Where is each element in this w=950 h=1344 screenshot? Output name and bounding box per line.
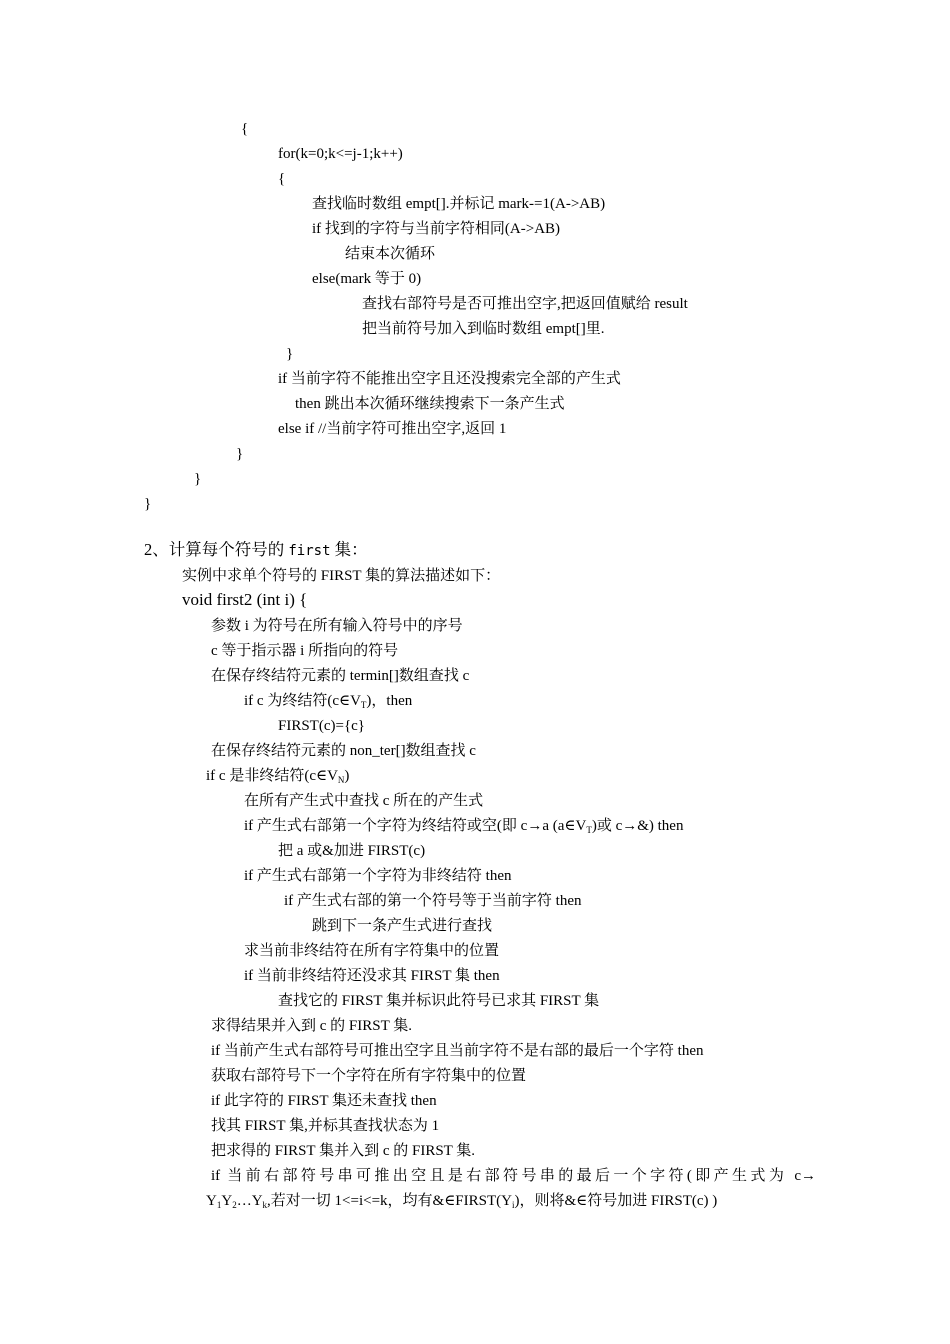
text: if 产生式右部第一个字符为终结符或空(即 c→a (a∈V xyxy=(244,818,587,834)
code-line: { xyxy=(241,121,249,137)
code-line: if 找到的字符与当前字符相同(A->AB) xyxy=(312,221,561,237)
algo-line: 在保存终结符元素的 non_ter[]数组查找 c xyxy=(211,743,476,759)
text: Y xyxy=(206,1193,217,1209)
subscript: k xyxy=(262,1200,268,1210)
algo-line: 参数 i 为符号在所有输入符号中的序号 xyxy=(211,618,463,634)
algo-line xyxy=(244,691,412,711)
text: )，则将&∈符号加进 FIRST(c) ) xyxy=(514,1193,718,1209)
algo-intro: 实例中求单个符号的 FIRST 集的算法描述如下： xyxy=(182,568,501,584)
algo-line xyxy=(211,1166,816,1186)
code-line: else(mark 等于 0) xyxy=(312,271,422,287)
algo-line: 跳到下一条产生式进行查找 xyxy=(312,918,493,934)
code-line: { xyxy=(278,171,286,187)
subscript: 2 xyxy=(232,1200,237,1210)
text: …Y xyxy=(236,1193,263,1209)
code-line: 查找临时数组 empt[].并标记 mark-=1(A->AB) xyxy=(312,196,606,212)
algo-line: if 当前非终结符还没求其 FIRST 集 then xyxy=(244,968,500,984)
section-title-code: first xyxy=(288,543,331,559)
algo-line: 获取右部符号下一个字符在所有字符集中的位置 xyxy=(211,1068,527,1084)
algo-line: 找其 FIRST 集,并标其查找状态为 1 xyxy=(211,1118,440,1134)
text: if c 是非终结符(c∈V xyxy=(206,768,338,784)
subscript: N xyxy=(337,775,345,785)
algo-line: if 产生式右部第一个字符为非终结符 then xyxy=(244,868,512,884)
text: ,若对一切 1<=i<=k，均有&∈FIRST(Y xyxy=(267,1193,512,1209)
algo-line: 求得结果并入到 c 的 FIRST 集. xyxy=(211,1018,412,1034)
section-title-part: 计算每个符号的 xyxy=(168,540,289,559)
section-title-part: 集： xyxy=(330,540,368,559)
text: )，then xyxy=(366,693,413,709)
algo-line: 在保存终结符元素的 termin[]数组查找 c xyxy=(211,668,470,684)
text: ) xyxy=(344,768,350,784)
algo-line: 把 a 或&加进 FIRST(c) xyxy=(278,843,426,859)
code-line: } xyxy=(144,496,152,512)
algo-line: if 此字符的 FIRST 集还未查找 then xyxy=(211,1093,437,1109)
code-line: then 跳出本次循环继续搜索下一条产生式 xyxy=(295,396,565,412)
algo-line xyxy=(206,1191,717,1211)
algo-line: 求当前非终结符在所有字符集中的位置 xyxy=(244,943,500,959)
section-number: 2、 xyxy=(144,540,169,559)
algo-line: c 等于指示器 i 所指向的符号 xyxy=(211,643,399,659)
function-signature: void first2 (int i) { xyxy=(182,590,308,609)
code-line: 查找右部符号是否可推出空字,把返回值赋给 result xyxy=(362,296,688,312)
text: if 当前右部符号串可推出空且是右部符号串的最后一个字符(即产生式为 c→ xyxy=(211,1168,816,1184)
algo-line: if 当前产生式右部符号可推出空字且当前字符不是右部的最后一个字符 then xyxy=(211,1043,704,1059)
code-line: } xyxy=(236,446,244,462)
algo-line: if 产生式右部的第一个符号等于当前字符 then xyxy=(284,893,582,909)
code-line: } xyxy=(286,346,294,362)
code-line: 把当前符号加入到临时数组 empt[]里. xyxy=(362,321,605,337)
subscript: i xyxy=(511,1200,515,1210)
subscript: T xyxy=(586,825,592,835)
algo-line: 把求得的 FIRST 集并入到 c 的 FIRST 集. xyxy=(211,1143,476,1159)
subscript: 1 xyxy=(216,1200,222,1210)
code-line: } xyxy=(194,471,202,487)
section-heading xyxy=(144,540,368,561)
algo-line xyxy=(244,816,683,836)
text: if c 为终结符(c∈V xyxy=(244,693,361,709)
subscript: T xyxy=(360,700,367,710)
algo-line: FIRST(c)={c} xyxy=(278,718,366,734)
algo-line xyxy=(206,766,349,786)
code-line: for(k=0;k<=j-1;k++) xyxy=(278,146,403,162)
code-line: 结束本次循环 xyxy=(345,246,436,262)
code-line: if 当前字符不能推出空字且还没搜索完全部的产生式 xyxy=(278,371,621,387)
text: )或 c→&) then xyxy=(591,818,684,834)
algo-line: 查找它的 FIRST 集并标识此符号已求其 FIRST 集 xyxy=(278,993,600,1009)
text: Y xyxy=(221,1193,233,1209)
algo-line: 在所有产生式中查找 c 所在的产生式 xyxy=(244,793,484,809)
code-line: else if //当前字符可推出空字,返回 1 xyxy=(278,421,507,437)
